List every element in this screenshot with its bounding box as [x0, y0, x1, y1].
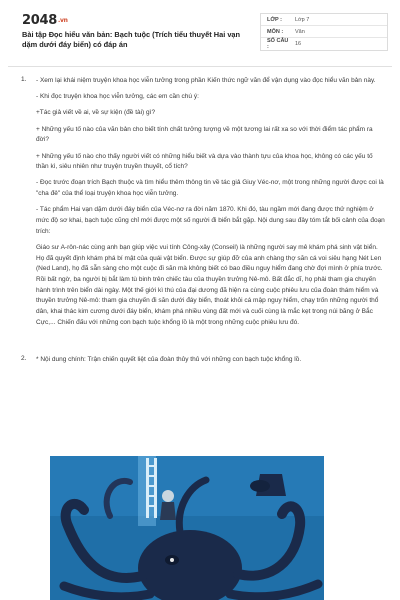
- logo-text: 2048: [22, 13, 57, 28]
- meta-table: [260, 13, 388, 51]
- meta-row-grade: [261, 14, 387, 26]
- octopus-illustration-svg: [50, 456, 324, 600]
- paragraph: - Xem lại khái niệm truyện khoa học viễn tưởng trong phần Kiến thức ngữ văn để vận dụng vào đọc hiểu văn bản này.: [36, 77, 376, 84]
- question-number: 1.: [21, 76, 27, 83]
- meta-value: 16: [295, 41, 302, 47]
- meta-value: Văn: [295, 28, 305, 35]
- octopus-pupil: [170, 558, 174, 562]
- submarine-shape: [250, 480, 270, 492]
- paragraph: +Tác giả viết về ai, về sự kiện (đề tài) gì?: [36, 109, 156, 117]
- header-divider: [8, 66, 392, 67]
- meta-value: Lớp 7: [295, 16, 310, 23]
- question-2: [8, 355, 392, 366]
- document-title: Bài tập Đọc hiểu văn bản: Bạch tuộc (Trích tiểu thuyết Hai vạn dặm dưới đáy biển) có đáp án: [22, 30, 241, 49]
- site-logo[interactable]: [22, 13, 68, 28]
- diver-figure: [162, 490, 174, 502]
- paragraph: - Khi đọc truyện khoa học viễn tưởng, các em cần chú ý:: [36, 93, 199, 101]
- paragraph: * Nội dung chính: Trận chiến quyết liệt của đoàn thủy thủ với những con bạch tuộc khổng lồ.: [36, 355, 302, 363]
- document-body: [8, 76, 392, 371]
- paragraph: + Những yếu tố nào của văn bản cho biết tính chất tưởng tượng về một tương lai rất xa so với thời điểm tác phẩm ra đời?: [36, 125, 373, 144]
- meta-label: SỐ CÂU :: [267, 38, 289, 50]
- question-1: [8, 76, 392, 329]
- paragraph: - Tác phẩm Hai vạn dặm dưới đáy biển của Véc-nơ ra đời năm 1870. Khi đó, tàu ngầm mới đang được thử nghiệm ở mức độ sơ khai, bạch tuộc cũng chỉ mới được một số người đi biển bắt gặp. Nội dung sau đây tóm tắt bối cảnh của đoạn trích:: [36, 206, 385, 235]
- meta-label: LỚP :: [267, 16, 282, 23]
- paragraph: + Những yếu tố nào cho thấy người viết có những hiểu biết và dựa vào thành tựu của khoa học, không có các yếu tố thần kì, siêu nhiên như truyện truyền thuyết, cổ tích?: [36, 152, 373, 171]
- meta-row-count: [261, 38, 387, 50]
- meta-label: MÔN :: [267, 28, 284, 35]
- summary-paragraph: Giáo sư A-rôn-nác cùng anh bạn giúp việc vui tính Công-xây (Conseil) là những người say mê khám phá sinh vật biển. Họ đã quyết định khám phá bí mật của quái vật biển. Được sự giúp đỡ của anh chàng thợ săn cá voi siêu hạng Nét Len (Ned Land), họ đã sẵn sàng cho một cuộc đi săn mà không biết có bao điều nguy hiểm đang chờ đợi mình ở phía trước. Rồi bất ngờ, ba người bị bắt làm tù binh trên chiếc tàu của thuyền trưởng Nê-mô. Bất đắc dĩ, họ phải tham gia chuyến hành trình trên biển dài ngày. Một thế giới kì thú của đại dương đã hiện ra cùng cuộc phiêu lưu của đoàn thám hiểm và thuyền trưởng Nê-mô: tham gia chuyến đi săn dưới đáy biển, thoát khỏi cá mập nguy hiểm, chạy trốn những người thổ dân, khai thác kim cương dưới đáy biển, khám phá nhiều vùng đất mới và cuối cùng là mắc kẹt trong núi băng ở Bắc Cực,... Chiến đấu với những con bạch tuộc khổng lồ là một trong những cuộc phiêu lưu đó.: [36, 243, 383, 326]
- diver-body: [160, 502, 176, 520]
- logo-suffix: .vn: [57, 17, 68, 24]
- page-header: [14, 13, 387, 57]
- meta-row-subject: [261, 26, 387, 38]
- question-number: 2.: [21, 354, 27, 362]
- octopus-illustration: [50, 456, 324, 600]
- paragraph: - Đọc trước đoạn trích Bạch thuộc và tìm hiểu thêm thông tin về tác giả Giuy Véc-nơ, một trong những người được coi là "cha đẻ" của thể loại truyện khoa học viễn tưởng.: [36, 179, 384, 198]
